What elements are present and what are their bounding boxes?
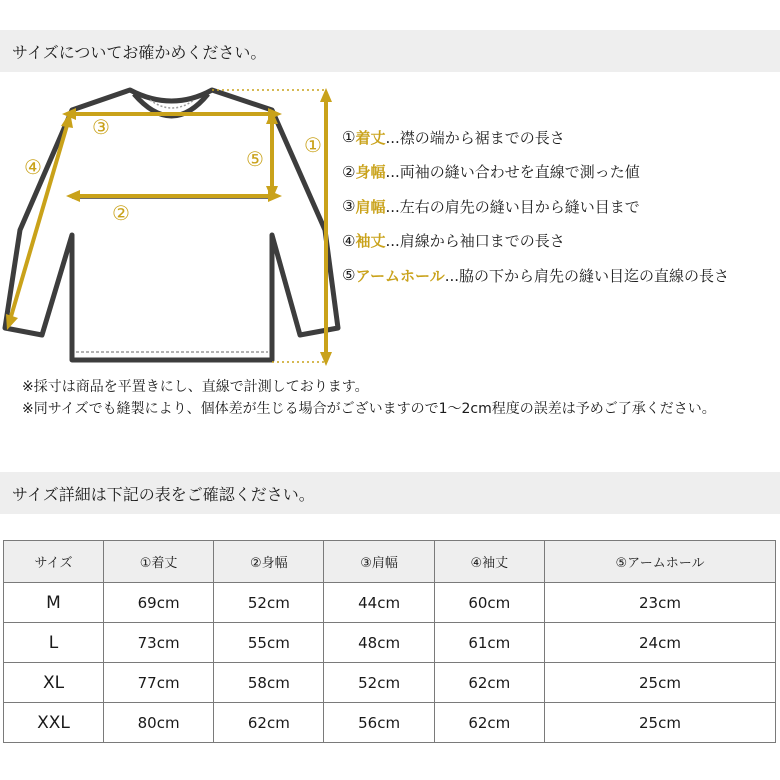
header-length: ①着丈 — [104, 541, 214, 583]
cell-length: 77cm — [104, 663, 214, 703]
legend-term: アームホール — [355, 266, 445, 285]
legend-term: 肩幅 — [355, 197, 386, 216]
note-line: ※採寸は商品を平置きにし、直線で計測しております。 — [22, 379, 369, 395]
legend-num: ② — [342, 162, 356, 181]
cell-sleeve: 62cm — [434, 663, 544, 703]
section-title: サイズ詳細は下記の表をご確認ください。 — [12, 484, 315, 504]
cell-shoulder: 52cm — [324, 663, 434, 703]
cell-body-width: 62cm — [214, 703, 324, 743]
cell-size: XL — [4, 663, 104, 703]
table-row — [4, 663, 776, 703]
section-header-size-detail — [0, 472, 780, 514]
header-size: サイズ — [4, 541, 104, 583]
legend-item — [342, 258, 780, 293]
legend-desc: ...脇の下から肩先の縫い目迄の直線の長さ — [444, 266, 730, 285]
legend-item — [342, 189, 780, 224]
cell-length: 73cm — [104, 623, 214, 663]
table-row — [4, 583, 776, 623]
cell-body-width: 55cm — [214, 623, 324, 663]
note-line: ※同サイズでも縫製により、個体差が生じる場合がございますので1～2cm程度の誤差は予めご了承ください。 — [22, 401, 716, 417]
cell-armhole: 25cm — [544, 663, 775, 703]
cell-size: XXL — [4, 703, 104, 743]
label-length: ① — [304, 133, 322, 157]
legend-desc: ...両袖の縫い合わせを直線で測った値 — [385, 163, 640, 182]
measurement-legend — [342, 120, 780, 293]
label-shoulder: ③ — [92, 115, 110, 139]
cell-sleeve: 62cm — [434, 703, 544, 743]
table-header-row — [4, 541, 776, 583]
cell-armhole: 25cm — [544, 703, 775, 743]
cell-sleeve: 61cm — [434, 623, 544, 663]
cell-armhole: 24cm — [544, 623, 775, 663]
legend-num: ③ — [342, 197, 356, 216]
legend-desc: ...肩線から袖口までの長さ — [385, 232, 565, 251]
cell-sleeve: 60cm — [434, 583, 544, 623]
label-armhole: ⑤ — [246, 147, 264, 171]
legend-item — [342, 224, 780, 259]
section-title: サイズについてお確かめください。 — [12, 42, 267, 62]
legend-item — [342, 155, 780, 190]
section-header-size-check — [0, 30, 780, 72]
legend-term: 着丈 — [355, 128, 386, 147]
header-body-width: ②身幅 — [214, 541, 324, 583]
cell-length: 69cm — [104, 583, 214, 623]
label-sleeve: ④ — [24, 155, 42, 179]
legend-desc: ...襟の端から裾までの長さ — [385, 128, 565, 147]
table-row — [4, 623, 776, 663]
cell-size: M — [4, 583, 104, 623]
cell-shoulder: 48cm — [324, 623, 434, 663]
shirt-outline — [5, 90, 338, 360]
legend-item — [342, 120, 780, 155]
cell-shoulder: 56cm — [324, 703, 434, 743]
header-armhole: ⑤アームホール — [544, 541, 775, 583]
legend-term: 袖丈 — [355, 232, 386, 251]
header-sleeve: ④袖丈 — [434, 541, 544, 583]
cell-shoulder: 44cm — [324, 583, 434, 623]
legend-num: ① — [342, 128, 356, 147]
cell-body-width: 52cm — [214, 583, 324, 623]
shirt-diagram — [0, 80, 345, 370]
legend-desc: ...左右の肩先の縫い目から縫い目まで — [385, 197, 640, 216]
legend-num: ⑤ — [342, 266, 356, 285]
cell-size: L — [4, 623, 104, 663]
legend-term: 身幅 — [355, 163, 386, 182]
cell-length: 80cm — [104, 703, 214, 743]
legend-num: ④ — [342, 231, 356, 250]
header-shoulder: ③肩幅 — [324, 541, 434, 583]
label-body-width: ② — [112, 201, 130, 225]
size-table — [3, 540, 776, 743]
table-row — [4, 703, 776, 743]
cell-body-width: 58cm — [214, 663, 324, 703]
measurement-notes — [22, 376, 716, 420]
cell-armhole: 23cm — [544, 583, 775, 623]
